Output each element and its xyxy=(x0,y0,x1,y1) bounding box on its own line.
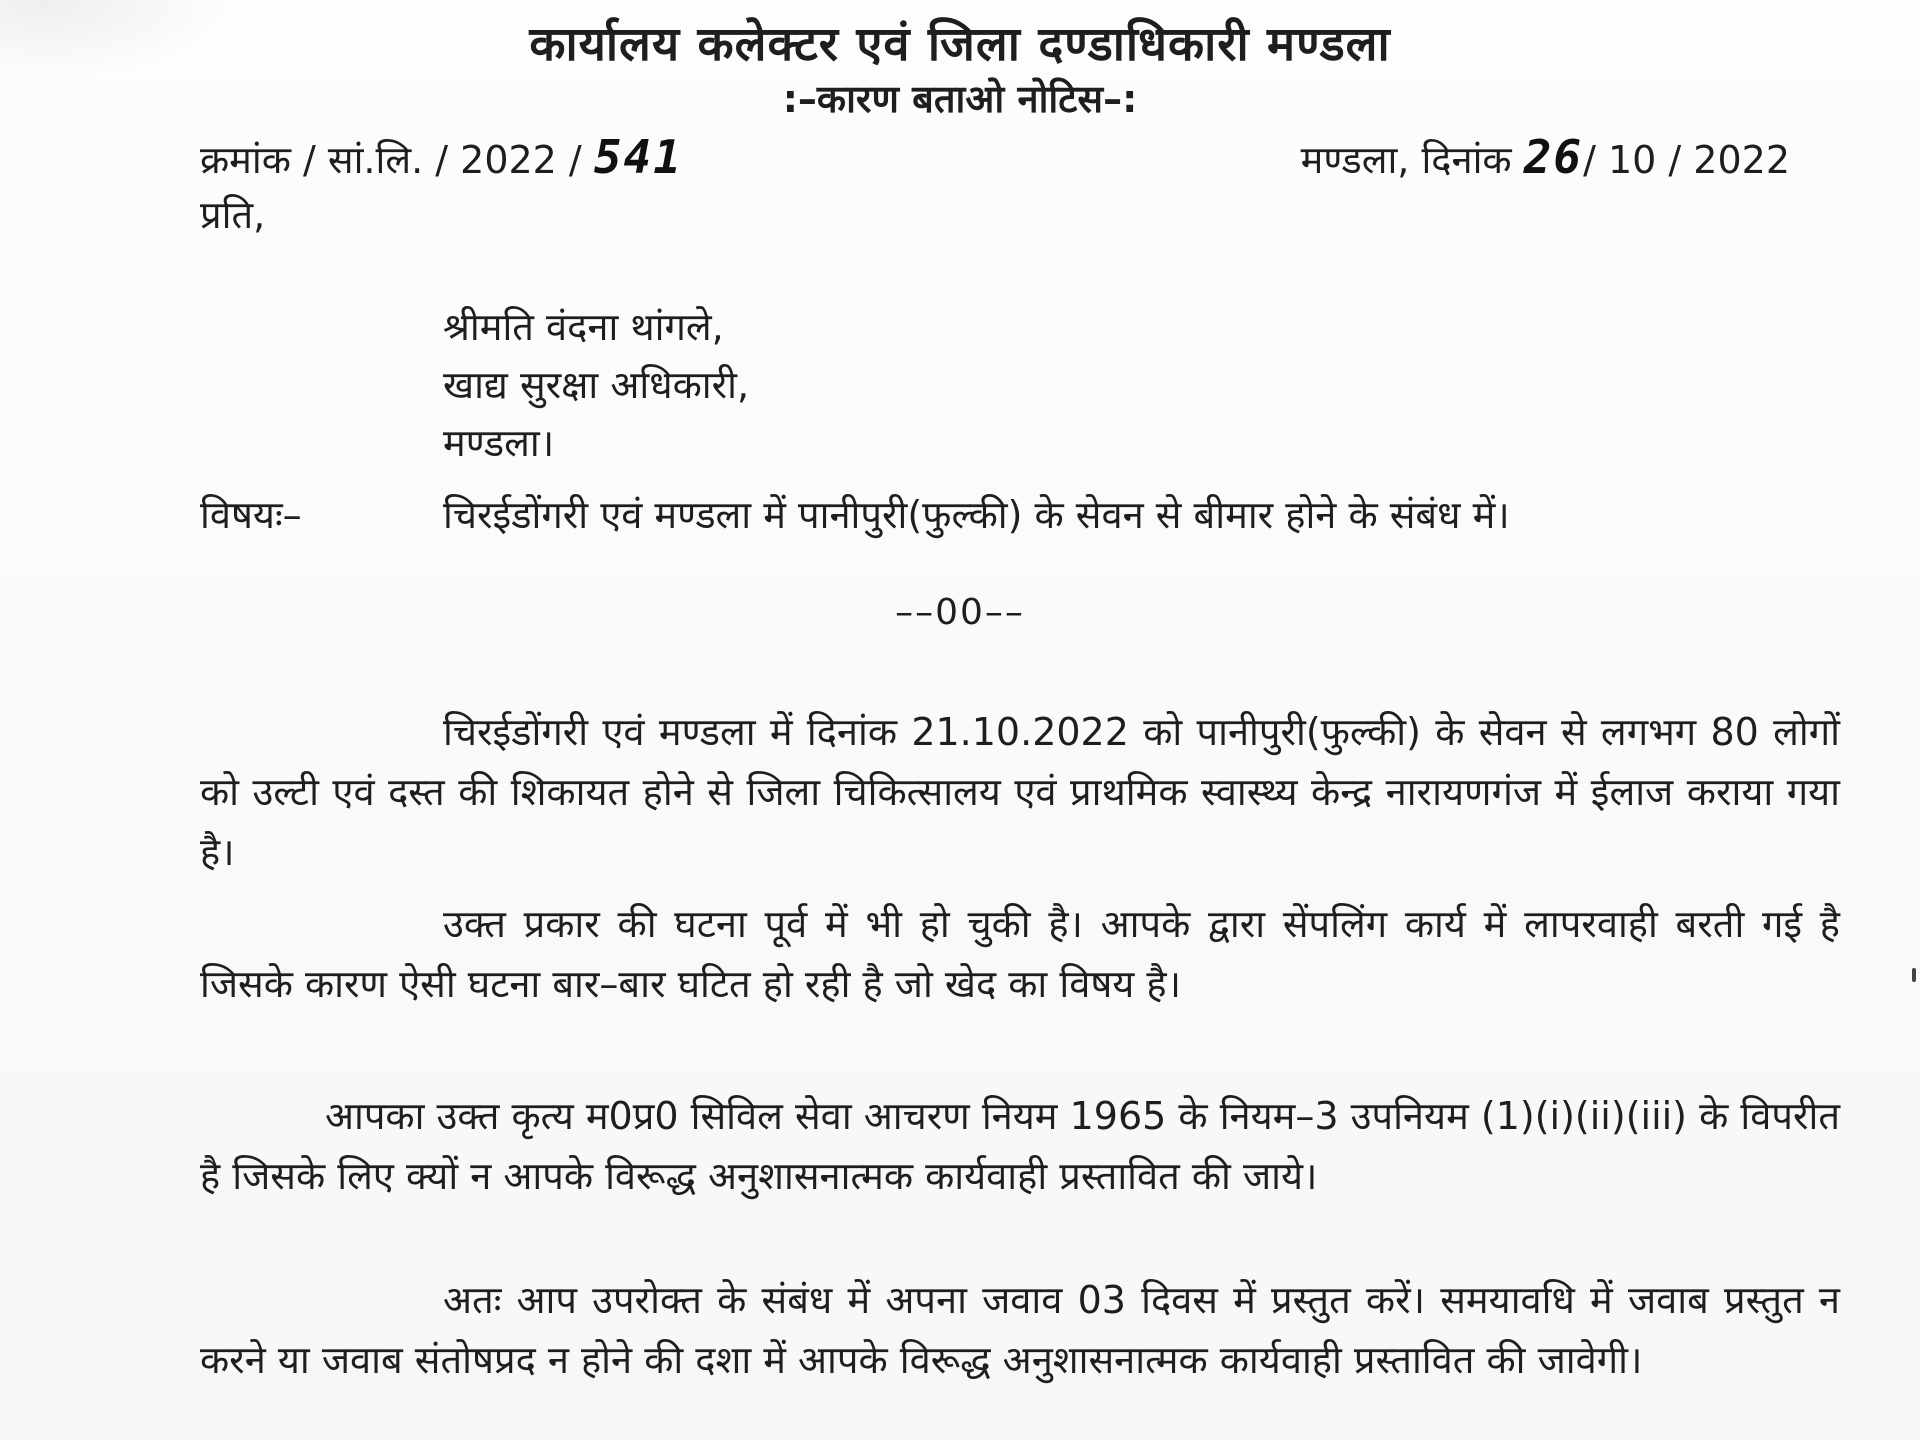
to-label: प्रति, xyxy=(200,193,266,237)
reference-prefix: क्रमांक / सां.लि. / 2022 / xyxy=(200,138,582,182)
date-handwritten-day: 26 xyxy=(1523,130,1584,184)
subject-text: चिरईडोंगरी एवं मण्डला में पानीपुरी(फुल्की) के सेवन से बीमार होने के संबंध में। xyxy=(443,493,1510,537)
body-paragraph-3: आपका उक्त कृत्य म0प्र0 सिविल सेवा आचरण नियम 1965 के नियम–3 उपनियम (1)(i)(ii)(iii) के विपरीत है जिसके लिए क्यों न आपके विरूद्ध अनुशासनात्मक कार्यवाही प्रस्तावित की जाये। xyxy=(200,1094,1840,1198)
addressee-place: मण्डला। xyxy=(443,421,555,465)
body-paragraph-2: उक्त प्रकार की घटना पूर्व में भी हो चुकी है। आपके द्वारा सेंपलिंग कार्य में लापरवाही बरती गई है जिसके कारण ऐसी घटना बार–बार घटित हो रही है जो खेद का विषय है। xyxy=(200,902,1840,1006)
addressee-designation: खाद्य सुरक्षा अधिकारी, xyxy=(443,363,750,407)
place-date xyxy=(1301,130,1790,185)
body-paragraph-1: चिरईडोंगरी एवं मण्डला में दिनांक 21.10.2022 को पानीपुरी(फुल्की) के सेवन से लगभग 80 लोगों को उल्टी एवं दस्त की शिकायत होने से जिला चिकित्सालय एवं प्राथमिक स्वास्थ्य केन्द्र नारायणगंज में ईलाज कराया गया है। xyxy=(200,710,1840,874)
scan-edge-mark xyxy=(1912,968,1916,982)
office-title: कार्यालय कलेक्टर एवं जिला दण्डाधिकारी मण्डला xyxy=(529,17,1391,72)
reference-handwritten-number: 541 xyxy=(593,130,683,184)
addressee-name: श्रीमति वंदना थांगले, xyxy=(443,305,724,349)
notice-title: :–कारण बताओ नोटिस–: xyxy=(782,77,1138,121)
date-suffix: / 10 / 2022 xyxy=(1583,138,1790,182)
reference-number xyxy=(200,130,683,185)
body-paragraph-4: अतः आप उपरोक्त के संबंध में अपना जवाव 03 दिवस में प्रस्तुत करें। समयावधि में जवाब प्रस्तुत न करने या जवाब संतोषप्रद न होने की दशा में आपके विरूद्ध अनुशासनात्मक कार्यवाही प्रस्तावित की जावेगी। xyxy=(200,1278,1840,1382)
place-date-prefix: मण्डला, दिनांक xyxy=(1300,138,1512,182)
subject-label: विषयः– xyxy=(200,493,302,537)
section-divider: ––00–– xyxy=(895,592,1025,633)
addressee-block xyxy=(443,298,749,472)
